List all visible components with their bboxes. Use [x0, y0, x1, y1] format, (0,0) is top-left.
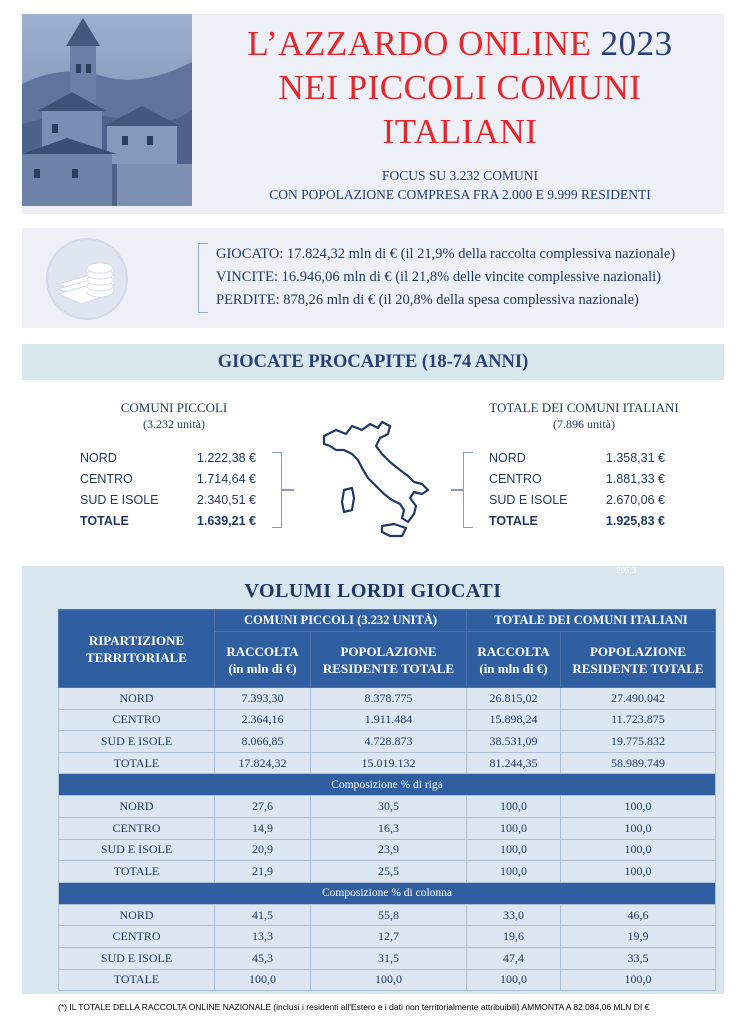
- table-row: [59, 688, 716, 710]
- row-label-cell: SUD E ISOLE: [59, 731, 215, 753]
- all-bracket-arrow: [451, 489, 463, 491]
- all-comuni-subtitle: (7.896 unità): [553, 417, 615, 431]
- value-cell: 8.378.775: [311, 688, 467, 710]
- small-row-value: 1.639,21 €: [196, 514, 256, 528]
- head-raccolta-label: RACCOLTA: [226, 643, 299, 659]
- head-raccolta-unit: (in mln di €): [479, 660, 548, 676]
- summary-stats: [216, 243, 675, 312]
- head-group-all: TOTALE DEI COMUNI ITALIANI: [467, 610, 716, 632]
- value-cell: 23,9: [311, 839, 467, 861]
- head-ripartizione: RIPARTIZIONE TERRITORIALE: [59, 610, 215, 688]
- value-cell: 19.775.832: [561, 731, 716, 753]
- page-title: [205, 22, 715, 154]
- value-cell: 15.019.132: [311, 752, 467, 774]
- all-row-nord: [489, 448, 665, 469]
- focus-line1: FOCUS SU 3.232 COMUNI: [381, 168, 539, 183]
- table-row: [59, 926, 716, 948]
- table-row: [59, 904, 716, 926]
- summary-bracket: [198, 243, 208, 313]
- row-label-cell: TOTALE: [59, 861, 215, 883]
- footnote: (*) IL TOTALE DELLA RACCOLTA ONLINE NAZIONALE (inclusi i residenti all'Estero e i dati non territorialmente attribuibili) AMMONTA A 82.084,06 MLN DI €: [58, 1002, 650, 1012]
- value-cell: 41,5: [215, 904, 311, 926]
- value-cell: 12,7: [311, 926, 467, 948]
- all-row-value: 2.670,06 €: [605, 493, 665, 507]
- value-cell: 100,0: [467, 796, 561, 818]
- italy-map-icon: [318, 418, 438, 553]
- coins-stack-icon: [46, 238, 128, 320]
- value-cell: 100,0: [561, 817, 716, 839]
- small-row-nord: [80, 448, 256, 469]
- small-comuni-title: [64, 399, 284, 433]
- title-line3: ITALIANI: [382, 112, 538, 151]
- all-row-label: TOTALE: [489, 514, 538, 528]
- value-cell: 81.244,35: [467, 752, 561, 774]
- all-bracket: [463, 452, 473, 528]
- value-cell: 100,0: [561, 861, 716, 883]
- row-label-cell: TOTALE: [59, 969, 215, 991]
- all-row-label: NORD: [489, 451, 526, 465]
- all-row-value: 1.925,83 €: [605, 514, 665, 528]
- procapite-heading: GIOCATE PROCAPITE (18-74 ANNI): [22, 344, 724, 380]
- value-cell: 100,0: [561, 796, 716, 818]
- vincite-line: VINCITE: 16.946,06 mln di € (il 21,8% delle vincite complessive nazionali): [216, 269, 661, 285]
- small-row-label: SUD E ISOLE: [80, 493, 159, 507]
- value-cell: 100,0: [467, 861, 561, 883]
- focus-line2: CON POPOLAZIONE COMPRESA FRA 2.000 E 9.999 RESIDENTI: [269, 187, 651, 202]
- value-cell: 4.728.873: [311, 731, 467, 753]
- value-cell: 27,6: [215, 796, 311, 818]
- value-cell: 21,9: [215, 861, 311, 883]
- value-cell: 38.531,09: [467, 731, 561, 753]
- all-comuni-label: TOTALE DEI COMUNI ITALIANI: [489, 400, 679, 415]
- value-cell: 15.898,24: [467, 709, 561, 731]
- value-cell: 19,6: [467, 926, 561, 948]
- head-pop-small: [311, 632, 467, 688]
- head-group-small-text: COMUNI PICCOLI (3.232 UNITÀ): [243, 613, 438, 627]
- value-cell: 25,5: [311, 861, 467, 883]
- separator-label: Composizione % di riga: [59, 774, 716, 796]
- small-row-sud: [80, 490, 256, 511]
- value-cell: 100,0: [467, 839, 561, 861]
- value-cell: 26.815,02: [467, 688, 561, 710]
- separator-label: Composizione % di colonna: [59, 882, 716, 904]
- section-separator-row: [59, 882, 716, 904]
- all-row-value: 1.881,33 €: [605, 472, 665, 486]
- value-cell: 45,3: [215, 947, 311, 969]
- table-row: [59, 796, 716, 818]
- table-row: [59, 861, 716, 883]
- title-line2: NEI PICCOLI COMUNI: [278, 68, 642, 107]
- small-row-totale: [80, 511, 256, 532]
- all-row-label: SUD E ISOLE: [489, 493, 568, 507]
- row-label-cell: TOTALE: [59, 752, 215, 774]
- all-row-value: 1.358,31 €: [605, 451, 665, 465]
- small-row-centro: [80, 469, 256, 490]
- small-comuni-label: COMUNI PICCOLI: [120, 400, 228, 415]
- value-cell: 30,5: [311, 796, 467, 818]
- value-cell: 13,3: [215, 926, 311, 948]
- small-row-label: NORD: [80, 451, 117, 465]
- small-row-label: CENTRO: [80, 472, 133, 486]
- head-raccolta-small: [215, 632, 311, 688]
- small-row-value: 1.714,64 €: [196, 472, 256, 486]
- row-label-cell: SUD E ISOLE: [59, 947, 215, 969]
- row-label-cell: CENTRO: [59, 817, 215, 839]
- value-cell: 100,0: [467, 969, 561, 991]
- value-cell: 17.824,32: [215, 752, 311, 774]
- volumi-table: [58, 609, 716, 991]
- head-pop-sub: RESIDENTE TOTALE: [572, 660, 704, 676]
- table-row: [59, 839, 716, 861]
- head-pop-label: POPOLAZIONE: [340, 643, 437, 659]
- value-cell: 8.066,85: [215, 731, 311, 753]
- perdite-line: PERDITE: 878,26 mln di € (il 20,8% della spesa complessiva nazionale): [216, 292, 639, 308]
- table-row: [59, 817, 716, 839]
- value-cell: 20,9: [215, 839, 311, 861]
- focus-subtitle: [205, 166, 715, 204]
- all-row-totale: [489, 511, 665, 532]
- value-cell: 16,3: [311, 817, 467, 839]
- stray-number: 205,3: [616, 566, 637, 575]
- small-row-value: 1.222,38 €: [196, 451, 256, 465]
- value-cell: 100,0: [215, 969, 311, 991]
- value-cell: 55,8: [311, 904, 467, 926]
- value-cell: 58.989.749: [561, 752, 716, 774]
- row-label-cell: CENTRO: [59, 709, 215, 731]
- small-bracket-arrow: [282, 489, 294, 491]
- value-cell: 7.393,30: [215, 688, 311, 710]
- table-row: [59, 709, 716, 731]
- small-row-label: TOTALE: [80, 514, 129, 528]
- volumi-heading: VOLUMI LORDI GIOCATI: [244, 580, 502, 602]
- head-raccolta-all: [467, 632, 561, 688]
- head-pop-all: [561, 632, 716, 688]
- row-label-cell: NORD: [59, 688, 215, 710]
- row-label-cell: SUD E ISOLE: [59, 839, 215, 861]
- value-cell: 33,0: [467, 904, 561, 926]
- small-row-value: 2.340,51 €: [196, 493, 256, 507]
- head-pop-label: POPOLAZIONE: [589, 643, 687, 659]
- table-row: [59, 947, 716, 969]
- section-separator-row: [59, 774, 716, 796]
- row-label-cell: NORD: [59, 796, 215, 818]
- all-comuni-title: [464, 399, 704, 433]
- village-photo: [22, 14, 192, 206]
- head-group-small: [215, 610, 467, 632]
- all-row-centro: [489, 469, 665, 490]
- value-cell: 100,0: [561, 969, 716, 991]
- value-cell: 11.723.875: [561, 709, 716, 731]
- value-cell: 27.490.042: [561, 688, 716, 710]
- small-comuni-subtitle: (3.232 unità): [143, 417, 205, 431]
- all-row-label: CENTRO: [489, 472, 542, 486]
- value-cell: 46,6: [561, 904, 716, 926]
- row-label-cell: NORD: [59, 904, 215, 926]
- title-year: 2023: [600, 24, 673, 63]
- row-label-cell: CENTRO: [59, 926, 215, 948]
- value-cell: 1.911.484: [311, 709, 467, 731]
- value-cell: 33,5: [561, 947, 716, 969]
- all-row-sud: [489, 490, 665, 511]
- value-cell: 100,0: [467, 817, 561, 839]
- table-row: [59, 752, 716, 774]
- value-cell: 47,4: [467, 947, 561, 969]
- small-bracket: [272, 452, 282, 528]
- value-cell: 14,9: [215, 817, 311, 839]
- value-cell: 100,0: [311, 969, 467, 991]
- giocato-line: GIOCATO: 17.824,32 mln di € (il 21,9% della raccolta complessiva nazionale): [216, 246, 676, 262]
- table-row: [59, 731, 716, 753]
- value-cell: 19,9: [561, 926, 716, 948]
- value-cell: 2.364,16: [215, 709, 311, 731]
- head-raccolta-label: RACCOLTA: [477, 643, 550, 659]
- head-raccolta-unit: (in mln di €): [228, 660, 297, 676]
- volumi-table-body: [59, 688, 716, 991]
- head-pop-sub: RESIDENTE TOTALE: [322, 660, 455, 676]
- value-cell: 31,5: [311, 947, 467, 969]
- value-cell: 100,0: [561, 839, 716, 861]
- table-row: [59, 969, 716, 991]
- title-line1: L’AZZARDO ONLINE: [247, 24, 592, 63]
